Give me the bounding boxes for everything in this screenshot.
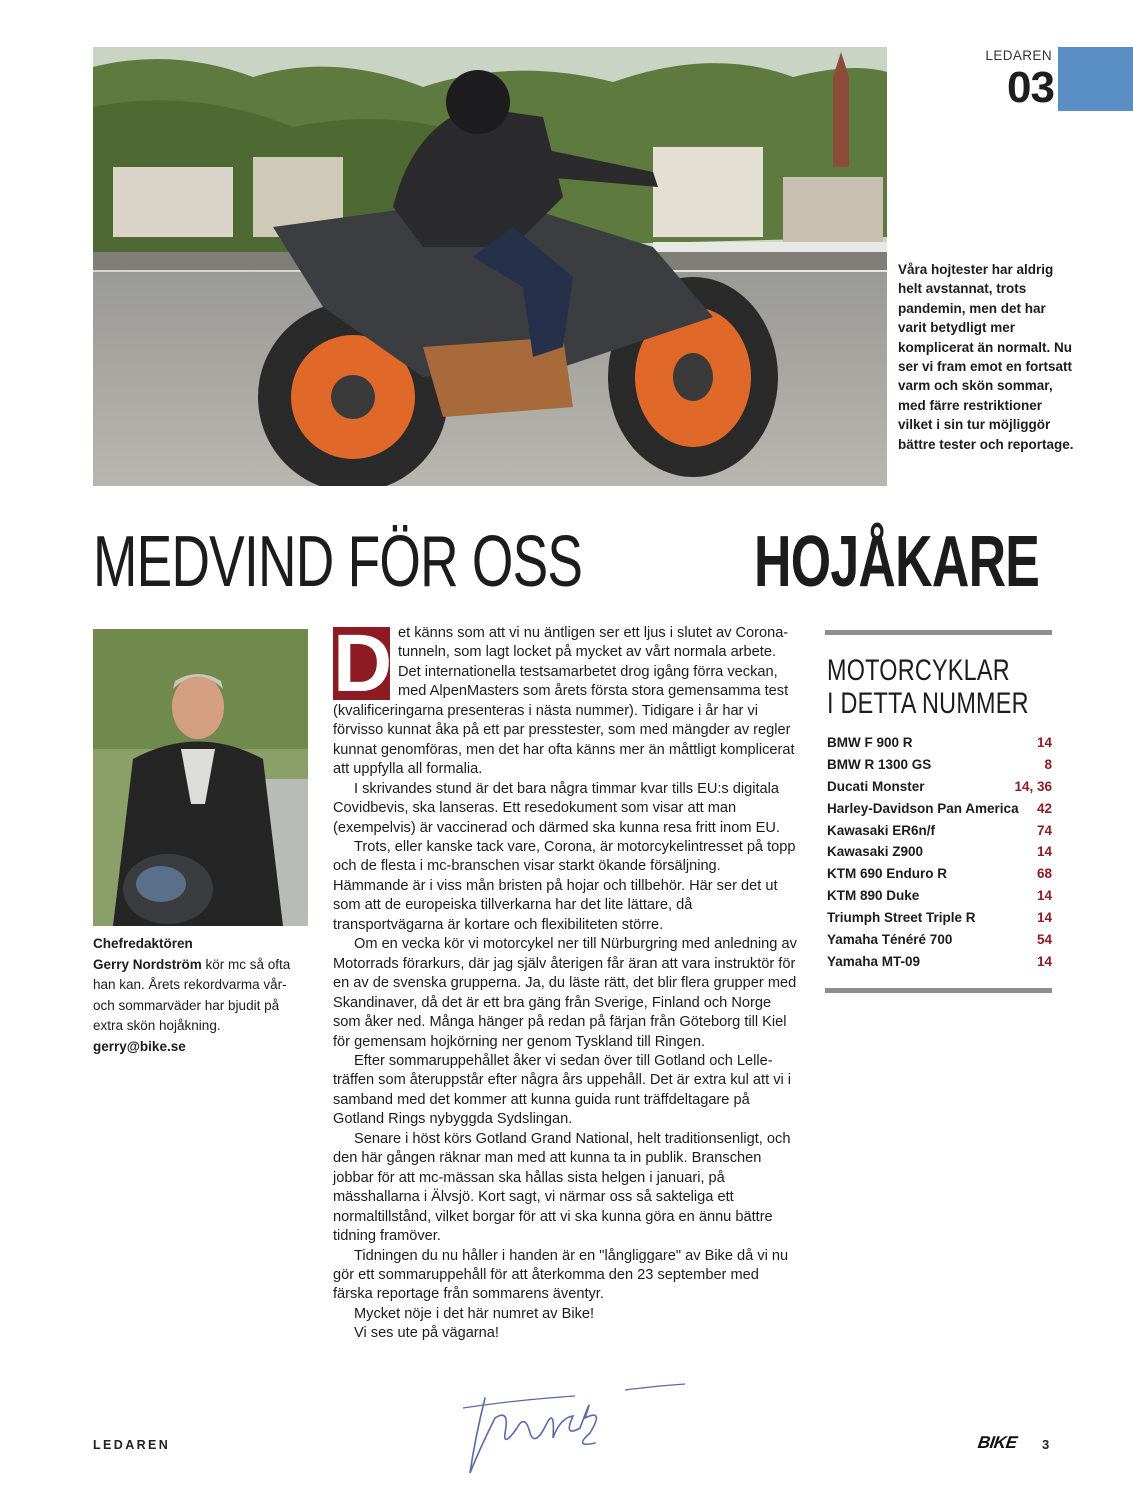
sidebar-rule-top bbox=[825, 630, 1052, 635]
page-reference: 14 bbox=[1036, 888, 1052, 904]
footer-brand-logo: BIKE bbox=[976, 1433, 1019, 1452]
sidebar-list-item bbox=[827, 863, 1052, 885]
headline bbox=[93, 520, 1040, 604]
article-paragraph: D et känns som att vi nu äntligen ser ett ljus i slutet av Corona-tunneln, som lagt locket på mycket av vårt normala arbete. Det internationella testsamarbetet drog igång förra veckan, med AlpenMasters som årets första stora gemensamma test (kvalificeringarna presenteras i nästa nummer). Tidigare i år har vi förvisso kunnat åka på ett par presstester, som med mängder av regler kunnat genomföras, men det har ofta känns mer än måttligt komplicerat att uppfylla all formalia. bbox=[333, 618, 795, 778]
footer-section: LEDAREN bbox=[93, 1438, 171, 1452]
model-name: Triumph Street Triple R bbox=[827, 910, 976, 926]
hero-caption: Våra hojtester har aldrig helt avstannat, trots pandemin, men det har varit betydligt mer komplicerat än normalt. Nu ser vi fram emot en fortsatt varm och skön sommar, med färre restriktioner vilket i sin tur möjliggör bättre tester och reportage. bbox=[898, 262, 1074, 452]
sidebar-list-item bbox=[827, 951, 1052, 973]
model-name: Yamaha MT-09 bbox=[827, 953, 921, 969]
author-email[interactable]: gerry@bike.se bbox=[93, 1038, 186, 1054]
author-portrait bbox=[93, 629, 308, 926]
article-paragraph: Tidningen du nu håller i handen är en "långliggare" av Bike då vi nu gör ett sommaruppehåll för att återkomma den 23 september med färska reportage från sommarens äventyr. bbox=[333, 1247, 789, 1303]
article-paragraph: Om en vecka kör vi motorcykel ner till Nürburgring med anledning av Motorrads förarkurs, där jag själv återigen får äran att vara instruktör för en av de svenska grupperna. Ja, du läste rätt, det blir flera grupper med Skandinaver, då det är ett bra gäng från Sverige, Finland och Norge som åker ned. Många hänger på redan på färjan från Göteborg till Kiel för gemensam hojkörning ner genom Tyskland till Ringen. bbox=[333, 936, 797, 1050]
article-paragraph: Trots, eller kanske tack vare, Corona, är motorcykelintresset på topp och de flesta i mc-branschen visar starkt ökande försäljning. Hämmande är i viss mån bristen på hojar och tillbehör. Här ser det ut som att de europeiska tillverkarna har det lite lättare, då transportvägarna är kortare och flexibiliteten större. bbox=[333, 838, 796, 933]
page-reference: 54 bbox=[1036, 932, 1052, 948]
sidebar-list-item bbox=[827, 754, 1052, 776]
model-name: Kawasaki Z900 bbox=[827, 844, 924, 860]
model-name: BMW R 1300 GS bbox=[827, 756, 932, 772]
section-number: 03 bbox=[1007, 63, 1054, 112]
page-reference: 14, 36 bbox=[1014, 778, 1052, 794]
page-reference: 14 bbox=[1036, 953, 1052, 969]
model-name: Kawasaki ER6n/f bbox=[827, 822, 936, 838]
model-name: BMW F 900 R bbox=[827, 735, 913, 750]
author-caption bbox=[93, 934, 308, 1057]
sidebar-list-item bbox=[827, 798, 1052, 820]
sidebar-list-item bbox=[827, 732, 1052, 754]
model-name: Yamaha Ténéré 700 bbox=[827, 932, 953, 948]
sidebar-list-item bbox=[827, 907, 1052, 929]
article-body bbox=[333, 618, 799, 1344]
sidebar-rule-bottom bbox=[825, 988, 1052, 993]
article-paragraph: Efter sommaruppehållet åker vi sedan över till Gotland och Lelle-träffen som återuppstår efter några års uppehåll. Det är extra kul att vi i samband med det kommer att kunna guida runt träffdeltagare på Gotland Rings nybyggda Sydslingan. bbox=[333, 1052, 792, 1128]
article-paragraph: I skrivandes stund är det bara några timmar kvar tills EU:s digitala Covidbevis, ska lanseras. Ett resedokument som visar att man (exempelvis) är vaccinerad och därmed ska kunna resa fritt inom EU. bbox=[333, 780, 780, 836]
section-label: LEDAREN bbox=[985, 48, 1052, 63]
model-name: Harley-Davidson Pan America bbox=[827, 800, 1019, 816]
model-name: Ducati Monster bbox=[827, 778, 925, 794]
hero-photo-motorcycle bbox=[93, 47, 887, 486]
drop-cap: D bbox=[333, 618, 393, 709]
author-role: Chefredaktören bbox=[93, 936, 193, 951]
sidebar-list-item bbox=[827, 885, 1052, 907]
signature bbox=[455, 1378, 705, 1488]
page-reference: 74 bbox=[1036, 822, 1052, 838]
article-paragraph: Senare i höst körs Gotland Grand National, helt traditionsenligt, och den här gången räknar man med att kunna ta in publik. Branschen jobbar för att mc-mässan ska hållas sista helgen i januari, på mässhallarna i Älvsjö. Kort sagt, vi närmar oss så sakteliga ett normaltillstånd, vilket borgar för att vi ska kunna göra en ännu bättre tidning framöver. bbox=[333, 1130, 791, 1245]
sidebar-list bbox=[827, 732, 1052, 973]
page-reference: 68 bbox=[1036, 866, 1052, 882]
page-reference: 14 bbox=[1036, 735, 1052, 750]
signoff-line: Mycket nöje i det här numret av Bike! bbox=[354, 1305, 595, 1322]
author-name: Gerry Nordström bbox=[93, 956, 202, 972]
footer-page-number: 3 bbox=[1042, 1437, 1050, 1452]
page-reference: 14 bbox=[1036, 910, 1052, 926]
page-reference: 42 bbox=[1036, 800, 1052, 816]
headline-light: MEDVIND FÖR OSS bbox=[93, 522, 583, 602]
page-reference: 14 bbox=[1036, 844, 1052, 860]
sidebar-list-item bbox=[827, 929, 1052, 951]
page-reference: 8 bbox=[1044, 756, 1052, 772]
model-name: KTM 690 Enduro R bbox=[827, 866, 948, 882]
section-color-tab bbox=[1058, 47, 1133, 111]
model-name: KTM 890 Duke bbox=[827, 888, 920, 904]
signoff-line: Vi ses ute på vägarna! bbox=[354, 1325, 499, 1342]
sidebar-list-item bbox=[827, 776, 1052, 798]
sidebar-list-item bbox=[827, 820, 1052, 842]
headline-bold: HOJÅKARE bbox=[754, 522, 1040, 602]
author-bio: kör mc så ofta han kan. Årets rekordvarma vår- och sommarväder har bjudit på extra skön hojåkning. bbox=[93, 956, 291, 1033]
sidebar-list-item bbox=[827, 841, 1052, 863]
sidebar-title: MOTORCYKLAR I DETTA NUMMER bbox=[827, 654, 1029, 720]
